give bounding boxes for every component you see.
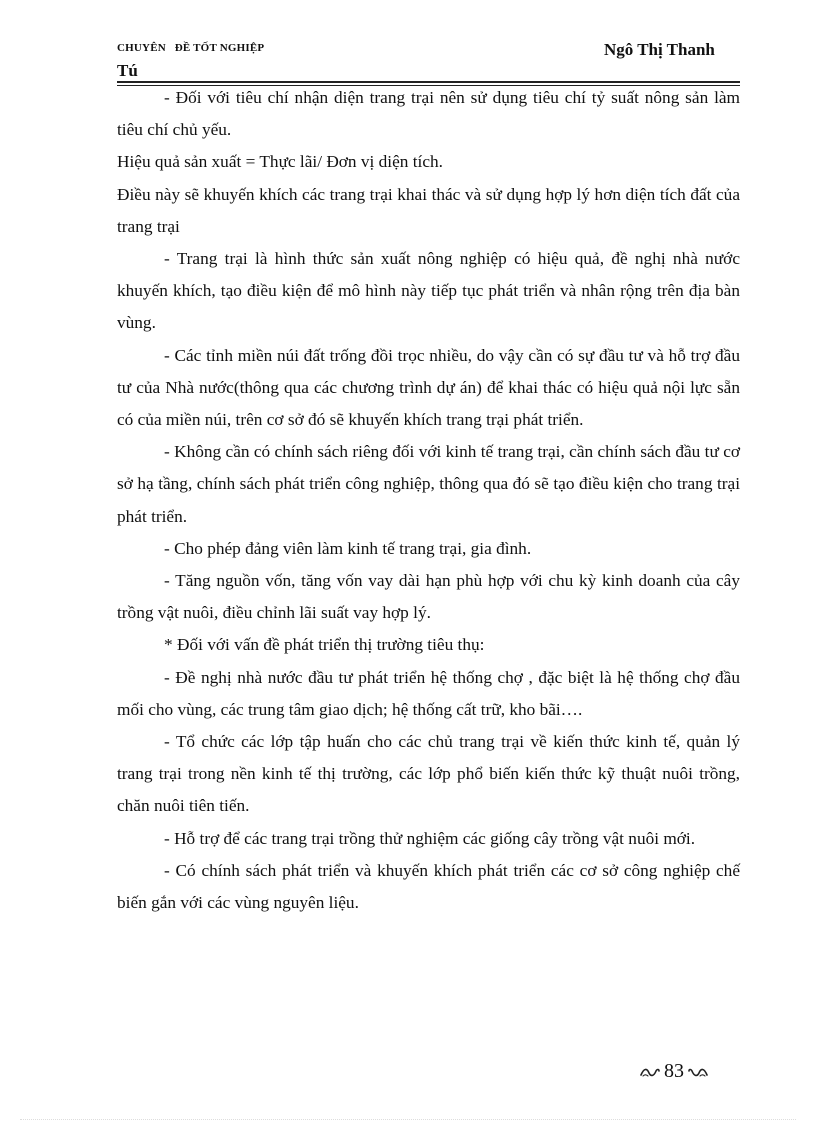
document-category-title: CHUYÊN ĐỀ TỐT NGHIỆP (117, 42, 265, 54)
flourish-right-icon (688, 1066, 708, 1078)
footer-dotted-border (20, 1119, 796, 1120)
author-name: Ngô Thị Thanh (604, 40, 715, 59)
page-number: 83 (664, 1060, 684, 1082)
paragraph: - Hỗ trợ để các trang trại trồng thử nghiệm các giống cây trồng vật nuôi mới. (164, 828, 696, 848)
paragraph: Điều này sẽ khuyến khích các trang trại khai thác và sử dụng hợp lý hơn diện tích đất của trang trại (117, 184, 740, 236)
flourish-left-icon (640, 1066, 660, 1078)
document-body (117, 82, 740, 919)
paragraph: - Tổ chức các lớp tập huấn cho các chủ trang trại về kiến thức kinh tế, quản lý trang trại trong nền kinh tế thị trường, các lớp phổ biến kiến thức kỹ thuật nuôi trồng, chăn nuôi tiên tiến. (117, 732, 740, 816)
paragraph: - Cho phép đảng viên làm kinh tế trang trại, gia đình. (164, 538, 532, 558)
page-number-footer (640, 1060, 708, 1083)
paragraph: - Có chính sách phát triển và khuyến khích phát triển các cơ sở công nghiệp chế biến gắn với các vùng nguyên liệu. (117, 860, 740, 913)
paragraph: - Đề nghị nhà nước đầu tư phát triển hệ thống chợ , đặc biệt là hệ thống chợ đầu mối cho vùng, các trung tâm giao dịch; hệ thống cất trữ, kho bãi…. (117, 667, 740, 719)
paragraph: - Trang trại là hình thức sản xuất nông nghiệp có hiệu quả, đề nghị nhà nước khuyến khích, tạo điều kiện để mô hình này tiếp tục phát triển và nhân rộng trên địa bàn vùng. (117, 249, 740, 333)
paragraph: - Đối với tiêu chí nhận diện trang trại nên sử dụng tiêu chí tỷ suất nông sản làm tiêu chí chủ yếu. (117, 88, 740, 140)
paragraph: - Không cần có chính sách riêng đối với kinh tế trang trại, cần chính sách đầu tư cơ sở hạ tầng, chính sách phát triển công nghiệp, thông qua đó sẽ tạo điều kiện cho trang trại phát triển. (117, 442, 740, 526)
paragraph: * Đối với vấn đề phát triển thị trường tiêu thụ: (164, 635, 485, 655)
author-name-continuation: Tú (117, 61, 138, 80)
paragraph: - Các tỉnh miền núi đất trống đồi trọc nhiều, do vậy cần có sự đầu tư và hỗ trợ đầu tư của Nhà nước(thông qua các chương trình dự án) để khai thác có hiệu quả nội lực sẵn có của miền núi, trên cơ sở đó sẽ khuyến khích trang trại phát triển. (117, 345, 740, 430)
paragraph: Hiệu quả sản xuất = Thực lãi/ Đơn vị diện tích. (117, 152, 443, 172)
paragraph: - Tăng nguồn vốn, tăng vốn vay dài hạn phù hợp với chu kỳ kinh doanh của cây trồng vật nuôi, điều chỉnh lãi suất vay hợp lý. (117, 571, 740, 623)
